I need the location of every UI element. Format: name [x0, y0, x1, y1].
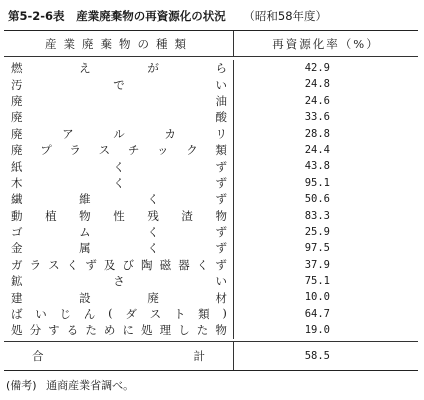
- table-row: [4, 175, 418, 191]
- recycling-rate-value: 25.9: [304, 225, 330, 238]
- header-type-label: 産業廃棄物の種類: [45, 36, 193, 51]
- recycling-rate-value: 75.1: [304, 275, 330, 288]
- footnote-text: 通商産業省調べ。: [46, 379, 135, 392]
- waste-type-name: 廃 酸: [11, 110, 227, 125]
- waste-type-cell: [4, 273, 234, 289]
- waste-type-cell: [4, 142, 234, 158]
- waste-type-name: 繊 維 く ず: [11, 192, 227, 207]
- recycling-rate-value: 19.0: [304, 324, 330, 337]
- waste-type-cell: [4, 93, 234, 109]
- waste-type-name: 処 分 す る た め に 処 理 し た 物: [11, 323, 227, 338]
- table-row: [4, 273, 418, 289]
- recycling-rate-value: 24.8: [304, 78, 330, 91]
- total-label-right: 計: [193, 348, 205, 363]
- total-row: [4, 342, 418, 370]
- waste-type-name: 鉱 さ い: [11, 274, 227, 289]
- waste-type-name: 廃 プ ラ ス チ ッ ク 類: [11, 143, 227, 158]
- waste-type-cell: [4, 126, 234, 142]
- waste-type-cell: [4, 60, 234, 76]
- waste-type-cell: [4, 289, 234, 305]
- recycling-rate-value: 24.4: [304, 143, 330, 156]
- waste-type-cell: [4, 191, 234, 207]
- waste-type-name: 金 属 く ず: [11, 241, 227, 256]
- recycling-rate-value: 95.1: [304, 176, 330, 189]
- table-row: [4, 240, 418, 256]
- waste-type-name: 建 設 廃 材: [11, 290, 227, 305]
- waste-type-cell: [4, 257, 234, 273]
- header-cell-rate: [234, 31, 418, 56]
- waste-type-name: 廃 油: [11, 93, 227, 108]
- recycling-rate-value: 10.0: [304, 291, 330, 304]
- table-row: [4, 109, 418, 125]
- table-row: [4, 322, 418, 338]
- total-value: 58.5: [304, 349, 330, 362]
- total-label-left: 合: [32, 348, 44, 363]
- table-year: （昭和58年度）: [243, 9, 328, 23]
- recycling-rate-value: 24.6: [304, 94, 330, 107]
- table-row: [4, 257, 418, 273]
- recycling-rate-value: 37.9: [304, 258, 330, 271]
- recycling-rate-value: 42.9: [304, 62, 330, 74]
- header-rate-label: 再資源化率（%）: [272, 36, 380, 51]
- waste-type-cell: [4, 224, 234, 240]
- waste-type-cell: [4, 109, 234, 125]
- footnote-label: (備考): [6, 379, 37, 392]
- total-label-cell: [4, 342, 234, 370]
- table-row: [4, 306, 418, 322]
- waste-type-name: 木 く ず: [11, 175, 227, 190]
- total-label: [32, 348, 205, 364]
- waste-type-cell: [4, 175, 234, 191]
- table-row: [4, 142, 418, 158]
- waste-type-cell: [4, 208, 234, 224]
- table-row: [4, 191, 418, 207]
- waste-type-cell: [4, 158, 234, 174]
- recycling-table: [4, 30, 418, 371]
- table-title: [8, 8, 327, 24]
- waste-type-cell: [4, 322, 234, 338]
- footnote: [6, 377, 134, 393]
- table-row: [4, 126, 418, 142]
- table-row: [4, 76, 418, 92]
- recycling-rate-value: 50.6: [304, 193, 330, 206]
- waste-type-name: 廃 ア ル カ リ: [11, 126, 227, 141]
- table-number: 第5-2-6表: [8, 9, 65, 23]
- recycling-rate-value: 33.6: [304, 111, 330, 124]
- recycling-rate-value: 43.8: [304, 160, 330, 173]
- recycling-rate-value: 83.3: [304, 209, 330, 222]
- table-row: [4, 208, 418, 224]
- waste-type-name: ば い じ ん ( ダ ス ト 類 ): [11, 306, 227, 322]
- waste-type-name: 紙 く ず: [11, 159, 227, 174]
- waste-type-name: 動 植 物 性 残 渣 物: [11, 208, 227, 223]
- recycling-rate-value: 64.7: [304, 307, 330, 320]
- waste-type-name: ガ ラ ス く ず 及 び 陶 磁 器 く ず: [11, 257, 227, 272]
- table-body: [4, 57, 418, 342]
- waste-type-cell: [4, 306, 234, 322]
- recycling-rate-value: 97.5: [304, 242, 330, 255]
- waste-type-cell: [4, 76, 234, 92]
- waste-type-name: ゴ ム く ず: [11, 225, 227, 240]
- waste-type-name: 燃 え が ら: [11, 61, 227, 76]
- waste-type-cell: [4, 240, 234, 256]
- table-row: [4, 224, 418, 240]
- waste-type-name: 汚 で い: [11, 77, 227, 92]
- header-cell-type: [4, 31, 234, 56]
- table-row: [4, 93, 418, 109]
- table-row: [4, 158, 418, 174]
- recycling-rate-value: 28.8: [304, 127, 330, 140]
- table-row: [4, 60, 418, 76]
- table-header-row: [4, 31, 418, 57]
- table-row: [4, 289, 418, 305]
- table-caption: 産業廃棄物の再資源化の状況: [76, 9, 226, 23]
